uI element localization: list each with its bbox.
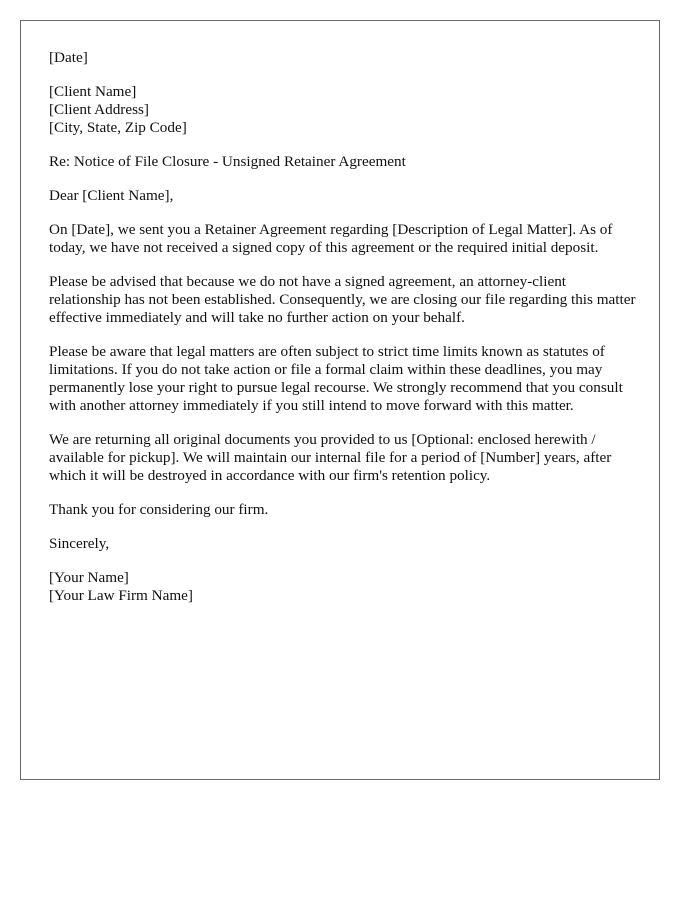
recipient-block [49, 83, 639, 137]
recipient-address: [Client Address] [49, 101, 149, 118]
letter-salutation: Dear [Client Name], [49, 187, 174, 204]
signature-name: [Your Name] [49, 569, 129, 586]
signature-block [49, 569, 639, 605]
paragraph-statute-warning: Please be aware that legal matters are often subject to strict time limits known as statutes of limitations. If you do not take action or file a formal claim within these deadlines, you may permanently lose your right to pursue legal recourse. We strongly recommend that you consult with another attorney immediately if you still intend to move forward with this matter. [49, 343, 623, 414]
letter-date: [Date] [49, 49, 88, 66]
paragraph-documents-return: We are returning all original documents you provided to us [Optional: enclosed herewith / available for pickup]. We will maintain our internal file for a period of [Number] years, after which it will be destroyed in accordance with our firm's retention policy. [49, 431, 612, 484]
signature-firm: [Your Law Firm Name] [49, 587, 193, 604]
paragraph-file-closure: Please be advised that because we do not have a signed agreement, an attorney-client relationship has not been established. Consequently, we are closing our file regarding this matter effective immediately and will take no further action on your behalf. [49, 273, 636, 326]
letter-body [49, 49, 639, 621]
recipient-city-state-zip: [City, State, Zip Code] [49, 119, 187, 136]
letter-subject: Re: Notice of File Closure - Unsigned Retainer Agreement [49, 153, 406, 170]
paragraph-agreement-status: On [Date], we sent you a Retainer Agreement regarding [Description of Legal Matter]. As of today, we have not received a signed copy of this agreement or the required initial deposit. [49, 221, 613, 256]
recipient-name: [Client Name] [49, 83, 137, 100]
letter-closing: Sincerely, [49, 535, 110, 552]
letter-thanks: Thank you for considering our firm. [49, 501, 269, 518]
letter-page [20, 20, 660, 780]
